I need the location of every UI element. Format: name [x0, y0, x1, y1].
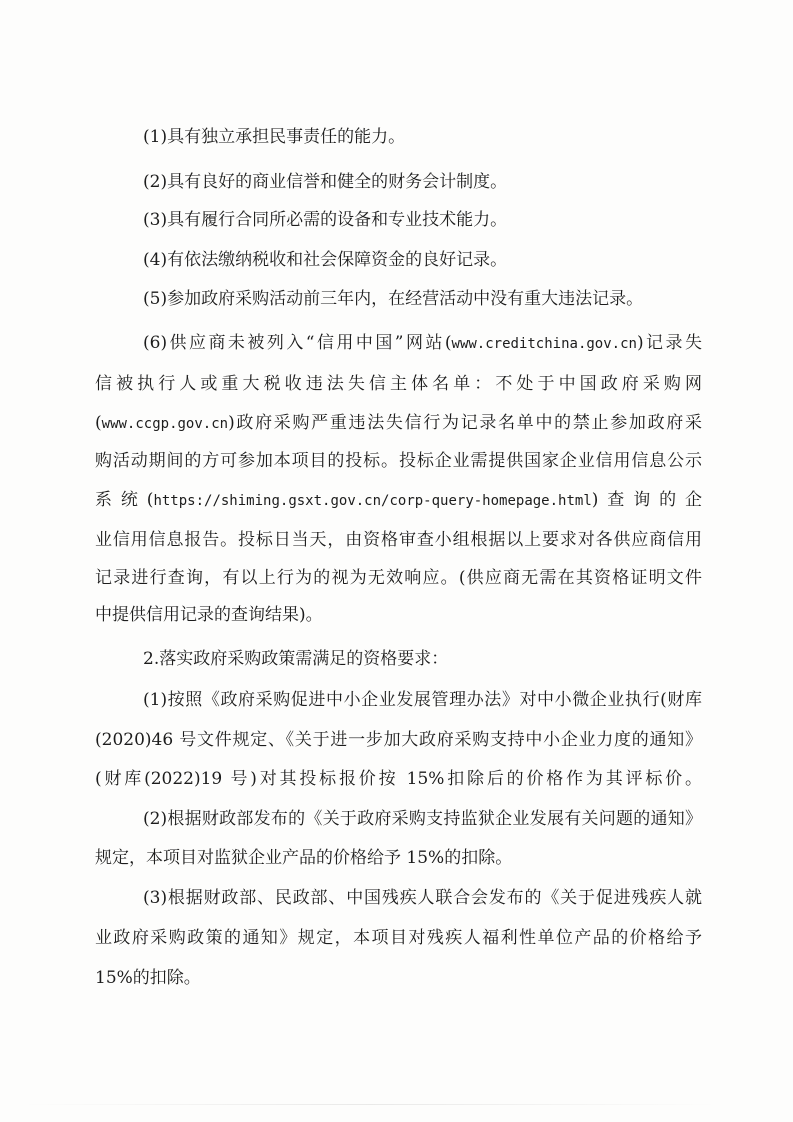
url-text: www.creditchina.gov.cn — [451, 336, 637, 352]
credit-paragraph-line — [143, 331, 702, 355]
text-run: )查询的企 — [591, 490, 702, 510]
text-run: 系统( — [95, 490, 154, 510]
qualification-item: (1)具有独立承担民事责任的能力。 — [143, 127, 406, 147]
credit-paragraph-line: 业信用信息报告。投标日当天，由资格审查小组根据以上要求对各供应商信用 — [95, 530, 702, 550]
qualification-item: (3)具有履行合同所必需的设备和专业技术能力。 — [143, 210, 508, 230]
credit-paragraph-line: 中提供信用记录的查询结果)。 — [95, 605, 323, 625]
policy-line: (财库(2022)19 号)对其投标报价按 15%扣除后的价格作为其评标价。 — [95, 769, 702, 789]
text-run: )记录失 — [636, 333, 702, 353]
scan-artifact-line — [20, 1104, 720, 1105]
policy-line: (2)根据财政部发布的《关于政府采购支持监狱企业发展有关问题的通知》 — [143, 809, 702, 829]
policy-line: 15%的扣除。 — [95, 968, 201, 988]
policy-line: 业政府采购政策的通知》规定，本项目对残疾人福利性单位产品的价格给予 — [95, 928, 702, 948]
text-run: )政府采购严重违法失信行为记录名单中的禁止参加政府采 — [228, 413, 702, 433]
credit-paragraph-line: 信被执行人或重大税收违法失信主体名单：不处于中国政府采购网 — [95, 374, 702, 394]
policy-heading: 2.落实政府采购政策需满足的资格要求： — [143, 649, 449, 669]
qualification-item: (4)有依法缴纳税收和社会保障资金的良好记录。 — [143, 250, 508, 270]
text-run: (6)供应商未被列入“信用中国”网站( — [143, 333, 452, 353]
url-text: https://shiming.gsxt.gov.cn/corp-query-homepage.html — [153, 493, 592, 509]
qualification-item: (2)具有良好的商业信誉和健全的财务会计制度。 — [143, 172, 508, 192]
url-text: www.ccgp.gov.cn — [101, 416, 229, 432]
policy-line: (1)按照《政府采购促进中小企业发展管理办法》对中小微企业执行(财库 — [143, 690, 702, 710]
credit-paragraph-line: 记录进行查询，有以上行为的视为无效响应。(供应商无需在其资格证明文件 — [95, 568, 702, 588]
qualification-item: (5)参加政府采购活动前三年内，在经营活动中没有重大违法记录。 — [143, 289, 644, 309]
text-run: ( — [95, 413, 102, 433]
policy-line: (3)根据财政部、民政部、中国残疾人联合会发布的《关于促进残疾人就 — [143, 888, 702, 908]
credit-paragraph-line — [95, 411, 702, 435]
credit-paragraph-line — [95, 488, 702, 512]
policy-line: 规定，本项目对监狱企业产品的价格给予 15%的扣除。 — [95, 848, 513, 868]
policy-line: (2020)46 号文件规定、《关于进一步加大政府采购支持中小企业力度的通知》 — [95, 730, 702, 750]
credit-paragraph-line: 购活动期间的方可参加本项目的投标。投标企业需提供国家企业信用信息公示 — [95, 451, 702, 471]
